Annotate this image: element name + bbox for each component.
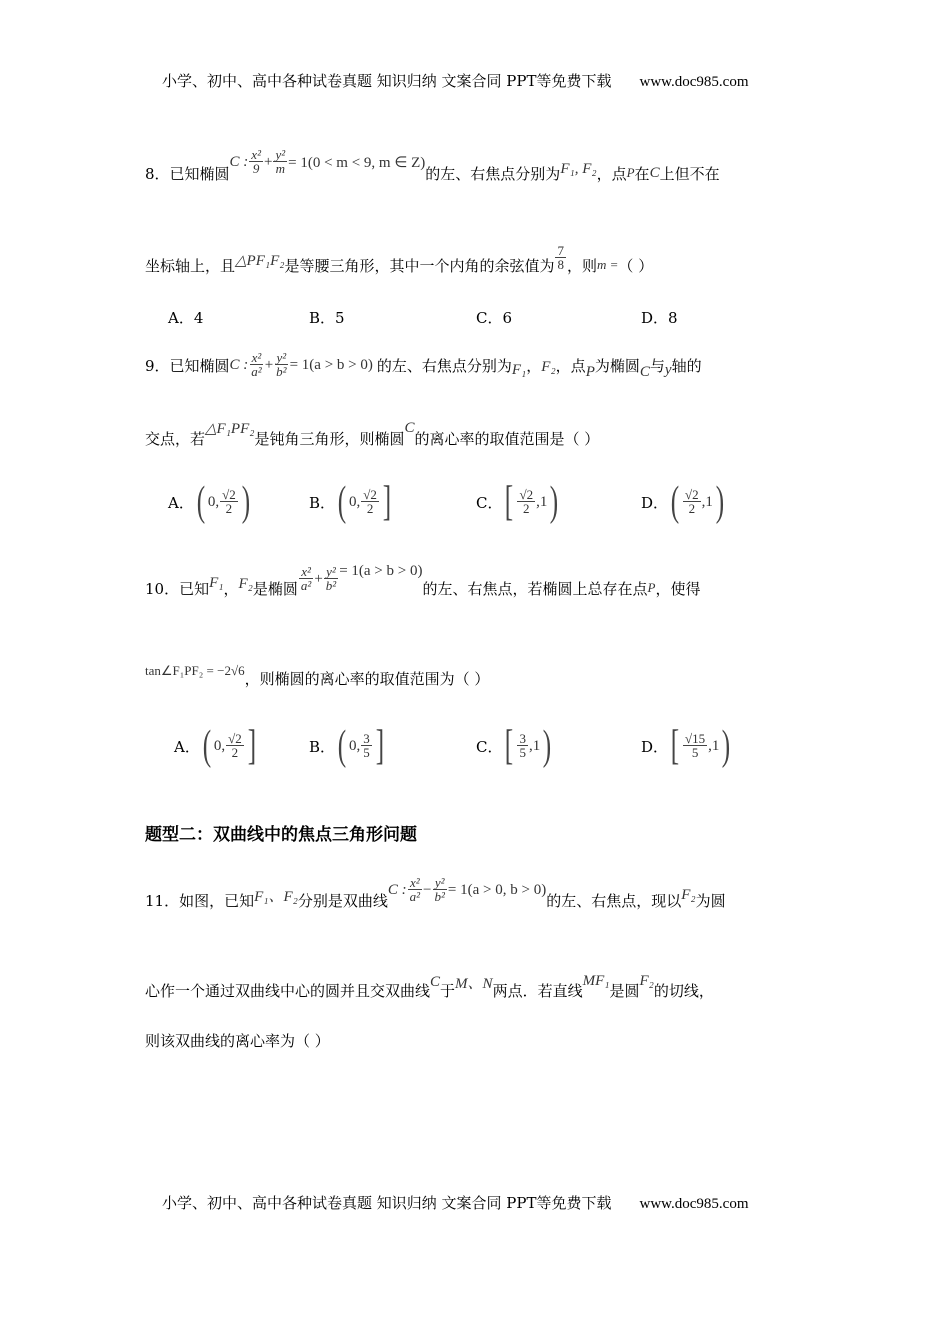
interval [668, 478, 727, 526]
numerator: √2 [363, 486, 377, 502]
focus-f1: F₁ [209, 574, 224, 591]
ellipse-equation [230, 148, 426, 177]
option-label: C． [476, 737, 503, 756]
numerator: x² [301, 563, 311, 579]
numerator: √2 [519, 486, 534, 502]
q8-option-a[interactable]: A．4 [168, 309, 204, 327]
left-bracket: [ [505, 723, 514, 769]
right-bracket: ) [722, 723, 731, 769]
q9-option-a[interactable] [168, 474, 253, 530]
q9-option-b[interactable] [309, 474, 394, 530]
page-header [162, 70, 749, 91]
q10-option-a[interactable] [174, 718, 259, 774]
text: 轴的 [671, 356, 702, 375]
text: 交点，若 [145, 429, 206, 448]
q10-option-d[interactable] [641, 718, 733, 774]
option-label: A． [168, 493, 194, 512]
question-11-line-1 [145, 870, 726, 930]
numerator: x² [251, 146, 261, 162]
text: ，则椭圆的离心率的取值范围为（ ） [244, 669, 490, 688]
q8-option-d[interactable]: D．8 [641, 309, 678, 327]
ellipse-equation: $\frac{\text{x²}}{\text{a²}}$ + $\frac{\text{y²}}{\text{b²}}$ = 1(a > b > 0) [300, 562, 423, 594]
text: 的左、右焦点分别为 [376, 356, 512, 375]
cosine-fraction [555, 244, 566, 273]
question-11-line-2 [145, 970, 714, 1010]
numerator: x² [251, 349, 262, 365]
triangle-label: △F₁PF₂ [205, 420, 255, 437]
interval [335, 722, 387, 770]
denominator: a² [251, 364, 262, 380]
right-bracket: ) [715, 479, 725, 525]
numerator: √2 [685, 486, 699, 502]
denominator: 2 [225, 501, 233, 517]
left-bracket: ( [196, 479, 206, 525]
option-label: D． [641, 493, 669, 512]
text: ， [223, 579, 239, 598]
text: 分别是双曲线 [297, 891, 388, 910]
right-bracket: ) [543, 723, 552, 769]
interval [335, 478, 394, 526]
left-bracket: [ [505, 479, 514, 525]
left-bracket: [ [670, 723, 680, 769]
text: 心作一个通过双曲线中心的圆并且交双曲线 [145, 981, 431, 1000]
denominator: 2 [231, 745, 239, 761]
text: 是椭圆 [252, 579, 298, 598]
denominator: 5 [363, 745, 370, 761]
minus-sign: − [423, 881, 432, 898]
left-bracket: ( [337, 479, 347, 525]
denominator: 5 [519, 745, 526, 761]
hyperbola-equation [388, 876, 546, 905]
text: ，则 [566, 256, 597, 275]
text: 坐标轴上，且 [145, 256, 236, 275]
right-bracket: ) [550, 479, 559, 525]
value: 0, [349, 493, 361, 510]
text: 与 [649, 356, 665, 375]
value: 0, [213, 737, 226, 754]
focus-f2: F₂ [681, 886, 696, 903]
foci-label: F₁、F₂ [254, 888, 298, 905]
line-mf1: MF₁ [582, 972, 610, 989]
question-11-number: 11．如图，已知 [145, 891, 255, 910]
text: 是钝角三角形，则椭圆 [254, 429, 405, 448]
plus-sign: + [263, 153, 273, 170]
left-bracket: ( [202, 723, 212, 769]
numerator: 3 [363, 730, 370, 746]
q10-option-c[interactable] [476, 718, 554, 774]
focus-f2: F₂ [541, 358, 556, 375]
numerator: y² [326, 563, 336, 579]
text: 的左、右焦点，若椭圆上总存在点 [422, 579, 648, 598]
text: 的离心率的取值范围是（ ） [414, 429, 600, 448]
interval [668, 722, 733, 770]
ellipse-equation: C : $\frac{\text{x²}}{\text{a²}}$ + $\frac{\text{y²}}{\text{b²}}$ = 1(a > b > 0) [229, 349, 373, 380]
option-label: B． [309, 737, 336, 756]
question-8-line-1 [145, 145, 720, 201]
fraction [249, 351, 263, 380]
header-text: 小学、初中、高中各种试卷真题 知识归纳 文案合同 PPT等免费下载 [162, 72, 612, 90]
left-bracket: ( [337, 723, 347, 769]
question-9-line-1 [145, 340, 702, 390]
focus-f1: F₁ [511, 361, 527, 378]
value: ,1 [701, 493, 713, 510]
denominator: a² [409, 889, 421, 905]
option-label: A． [174, 737, 200, 756]
right-bracket: ] [375, 723, 384, 769]
circle-f2: F₂ [639, 972, 654, 989]
axis-y: y [664, 361, 672, 378]
value: ,1 [528, 737, 541, 754]
text: ， [526, 356, 542, 375]
curve-c: C [404, 419, 415, 436]
denominator: b² [276, 364, 287, 380]
curve-c: C [649, 164, 660, 181]
numerator: 7 [557, 242, 564, 258]
numerator: √15 [685, 730, 706, 746]
footer-text: 小学、初中、高中各种试卷真题 知识归纳 文案合同 PPT等免费下载 [162, 1194, 612, 1212]
left-bracket: ( [670, 479, 680, 525]
header-url: www.doc985.com [639, 74, 749, 90]
section-title: 题型二：双曲线中的焦点三角形问题 [145, 825, 417, 845]
value: ,1 [536, 493, 548, 510]
option-label: C． [476, 493, 503, 512]
point-p: P [647, 580, 656, 595]
right-bracket: ] [382, 479, 392, 525]
m-equals: m = [597, 257, 619, 272]
curve-c: C [639, 363, 650, 380]
fraction [249, 148, 263, 177]
eq-suffix: = 1(a > b > 0) [339, 562, 423, 579]
q10-option-b[interactable] [309, 718, 387, 774]
numerator: y² [434, 874, 445, 890]
question-10-line-2 [145, 658, 489, 698]
interval [502, 478, 561, 526]
text: 为圆 [695, 891, 726, 910]
triangle-label: △PF₁F₂ [235, 252, 285, 269]
q9-option-c[interactable] [476, 474, 561, 530]
option-label: D． [641, 737, 669, 756]
eq-suffix: = 1(0 < m < 9, m ∈ Z) [288, 154, 426, 171]
curve-c: C [430, 973, 441, 990]
right-bracket: ) [241, 479, 250, 525]
question-8-line-2 [145, 240, 653, 290]
tangent-equation: tan∠F₁PF₂ = −2√6 [145, 663, 245, 678]
question-10-line-1 [145, 560, 700, 616]
text: ，使得 [655, 579, 701, 598]
denominator: 5 [691, 745, 699, 761]
page-footer [162, 1192, 749, 1213]
answer-blank: （ ） [618, 256, 654, 275]
value: ,1 [708, 737, 720, 754]
q8-option-b[interactable]: B．5 [309, 309, 345, 327]
text: 在 [634, 164, 650, 183]
denominator: a² [300, 578, 312, 594]
numerator: √2 [222, 486, 236, 502]
interval [200, 722, 259, 770]
eq-suffix: = 1(a > b > 0) [289, 356, 373, 373]
point-p: P [585, 363, 595, 380]
text: 两点．若直线 [492, 981, 583, 1000]
question-9-line-2 [145, 418, 599, 458]
text: 于 [440, 981, 456, 1000]
fraction [273, 148, 287, 177]
text: 的左、右焦点，现以 [546, 891, 682, 910]
fraction [274, 351, 288, 380]
value: 0, [349, 737, 361, 754]
eq-prefix: C : [229, 153, 249, 170]
eq-suffix: = 1(a > 0, b > 0) [447, 881, 547, 898]
text: 是圆 [609, 981, 640, 1000]
denominator: b² [325, 578, 337, 594]
denominator: 2 [366, 501, 374, 517]
denominator: b² [434, 889, 445, 905]
value: 0, [207, 493, 220, 510]
option-label: B． [309, 493, 336, 512]
numerator: x² [409, 874, 420, 890]
question-11-line-3: 则该双曲线的离心率为（ ） [145, 1032, 330, 1050]
text: 的切线， [653, 981, 714, 1000]
text: 的左、右焦点分别为 [425, 164, 561, 183]
interval [502, 722, 554, 770]
text: ，点 [555, 356, 586, 375]
numerator: y² [275, 146, 286, 162]
q9-option-d[interactable] [641, 474, 727, 530]
denominator: 8 [557, 257, 564, 273]
question-10-number: 10．已知 [145, 579, 210, 598]
text: 上但不在 [659, 164, 720, 183]
point-p: P [626, 165, 635, 180]
denominator: 9 [252, 161, 260, 177]
numerator: 3 [519, 730, 526, 746]
points-mn: M、N [455, 975, 493, 992]
focus-f2: F₂ [238, 575, 253, 592]
denominator: m [275, 161, 285, 177]
text: 为椭圆 [594, 356, 640, 375]
foci-label: F₁, F₂ [560, 160, 597, 177]
denominator: 2 [523, 501, 530, 517]
right-bracket: ] [247, 723, 256, 769]
eq-prefix: C : [387, 881, 407, 898]
question-8-number: 8．已知椭圆 [145, 164, 230, 183]
question-9-number: 9．已知椭圆 [145, 356, 230, 375]
footer-url: www.doc985.com [639, 1196, 749, 1212]
numerator: √2 [228, 730, 242, 746]
interval [194, 478, 253, 526]
numerator: y² [276, 349, 287, 365]
text: 是等腰三角形，其中一个内角的余弦值为 [284, 256, 555, 275]
denominator: 2 [688, 501, 696, 517]
text: ，点 [596, 164, 627, 183]
eq-prefix: C : [229, 356, 249, 373]
q8-option-c[interactable]: C．6 [476, 309, 513, 327]
